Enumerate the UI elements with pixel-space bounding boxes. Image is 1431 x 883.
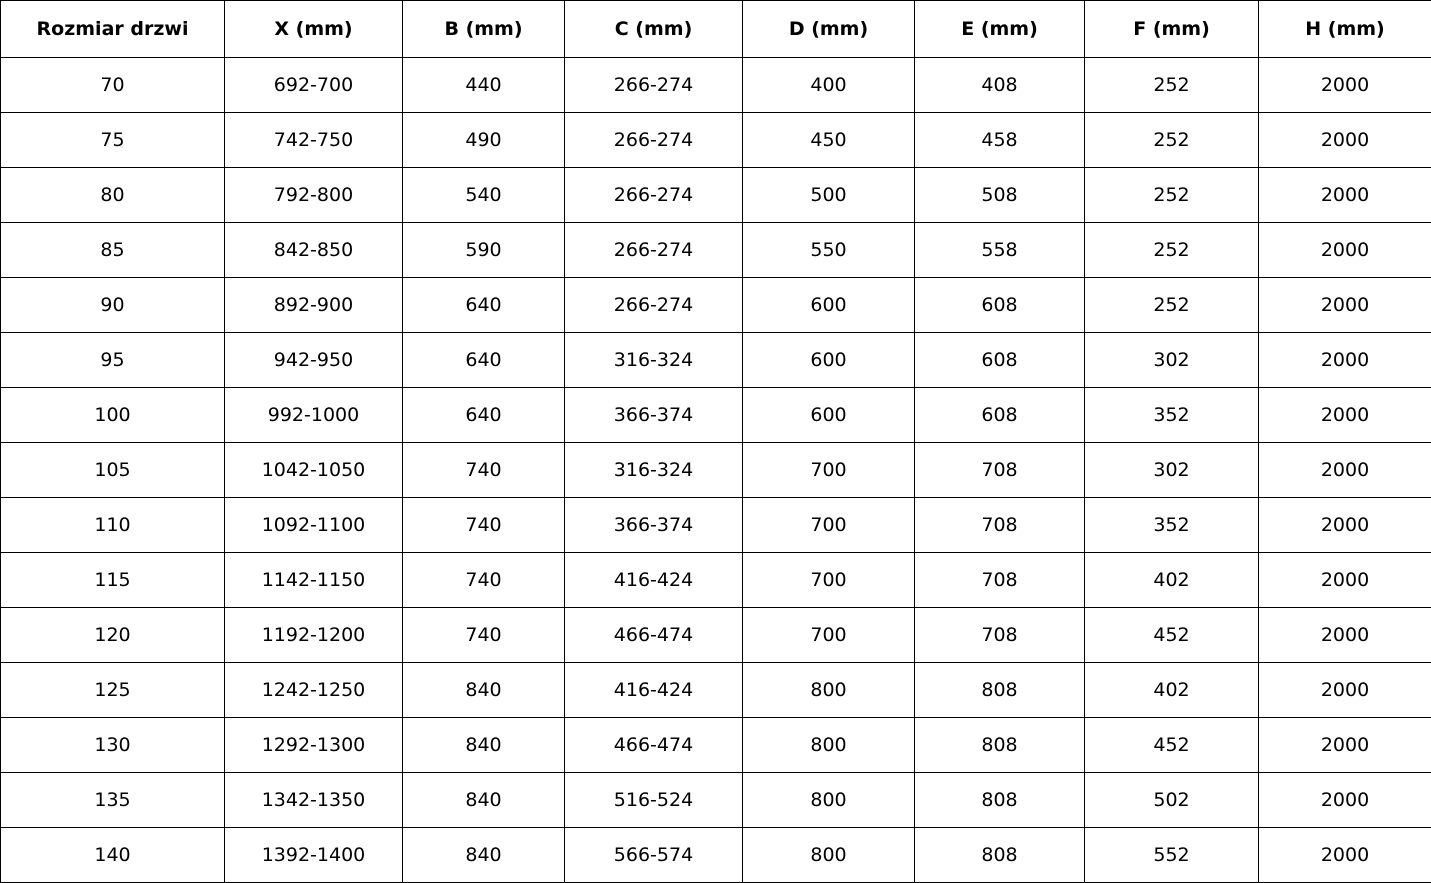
table-body: [1, 58, 1431, 883]
table-row: [1, 223, 1431, 278]
cell-x: 1042-1050: [225, 443, 403, 498]
cell-d: 700: [743, 498, 915, 553]
cell-d: 400: [743, 58, 915, 113]
cell-door-size: 75: [1, 113, 225, 168]
cell-x: 942-950: [225, 333, 403, 388]
cell-door-size: 85: [1, 223, 225, 278]
cell-x: 692-700: [225, 58, 403, 113]
cell-h: 2000: [1259, 113, 1431, 168]
cell-b: 640: [403, 278, 565, 333]
cell-b: 540: [403, 168, 565, 223]
column-header-door-size: Rozmiar drzwi: [1, 1, 225, 58]
cell-x: 842-850: [225, 223, 403, 278]
cell-d: 800: [743, 663, 915, 718]
table-row: [1, 553, 1431, 608]
cell-c: 466-474: [565, 608, 743, 663]
column-header-e: E (mm): [915, 1, 1085, 58]
cell-b: 740: [403, 553, 565, 608]
table-row: [1, 278, 1431, 333]
cell-d: 600: [743, 333, 915, 388]
column-header-b: B (mm): [403, 1, 565, 58]
cell-f: 252: [1085, 278, 1259, 333]
cell-h: 2000: [1259, 333, 1431, 388]
table-row: [1, 828, 1431, 883]
column-header-c: C (mm): [565, 1, 743, 58]
cell-h: 2000: [1259, 498, 1431, 553]
cell-b: 740: [403, 498, 565, 553]
cell-d: 800: [743, 828, 915, 883]
cell-f: 452: [1085, 608, 1259, 663]
cell-c: 566-574: [565, 828, 743, 883]
cell-e: 608: [915, 388, 1085, 443]
cell-e: 408: [915, 58, 1085, 113]
cell-h: 2000: [1259, 223, 1431, 278]
table-header-row: [1, 1, 1431, 58]
cell-door-size: 115: [1, 553, 225, 608]
cell-e: 508: [915, 168, 1085, 223]
cell-c: 366-374: [565, 498, 743, 553]
cell-d: 700: [743, 608, 915, 663]
cell-door-size: 110: [1, 498, 225, 553]
cell-f: 502: [1085, 773, 1259, 828]
cell-x: 792-800: [225, 168, 403, 223]
column-header-d: D (mm): [743, 1, 915, 58]
cell-c: 366-374: [565, 388, 743, 443]
cell-x: 1192-1200: [225, 608, 403, 663]
cell-b: 640: [403, 333, 565, 388]
cell-f: 252: [1085, 58, 1259, 113]
cell-d: 700: [743, 553, 915, 608]
cell-h: 2000: [1259, 388, 1431, 443]
table-row: [1, 333, 1431, 388]
cell-x: 742-750: [225, 113, 403, 168]
cell-d: 600: [743, 278, 915, 333]
cell-f: 252: [1085, 113, 1259, 168]
cell-f: 302: [1085, 333, 1259, 388]
table-row: [1, 718, 1431, 773]
cell-e: 458: [915, 113, 1085, 168]
cell-f: 452: [1085, 718, 1259, 773]
cell-f: 252: [1085, 223, 1259, 278]
cell-c: 266-274: [565, 223, 743, 278]
cell-door-size: 80: [1, 168, 225, 223]
cell-f: 402: [1085, 553, 1259, 608]
column-header-f: F (mm): [1085, 1, 1259, 58]
table-row: [1, 388, 1431, 443]
cell-h: 2000: [1259, 278, 1431, 333]
table-row: [1, 113, 1431, 168]
cell-h: 2000: [1259, 553, 1431, 608]
cell-door-size: 100: [1, 388, 225, 443]
cell-d: 700: [743, 443, 915, 498]
cell-e: 708: [915, 498, 1085, 553]
cell-h: 2000: [1259, 608, 1431, 663]
cell-f: 352: [1085, 498, 1259, 553]
cell-x: 892-900: [225, 278, 403, 333]
table-row: [1, 498, 1431, 553]
cell-f: 552: [1085, 828, 1259, 883]
cell-c: 266-274: [565, 168, 743, 223]
table-row: [1, 58, 1431, 113]
cell-door-size: 135: [1, 773, 225, 828]
cell-e: 808: [915, 773, 1085, 828]
cell-b: 840: [403, 718, 565, 773]
cell-x: 1242-1250: [225, 663, 403, 718]
cell-x: 1142-1150: [225, 553, 403, 608]
cell-x: 1342-1350: [225, 773, 403, 828]
cell-x: 1392-1400: [225, 828, 403, 883]
cell-door-size: 90: [1, 278, 225, 333]
table-row: [1, 773, 1431, 828]
cell-door-size: 70: [1, 58, 225, 113]
cell-h: 2000: [1259, 663, 1431, 718]
cell-e: 808: [915, 718, 1085, 773]
cell-f: 252: [1085, 168, 1259, 223]
cell-h: 2000: [1259, 168, 1431, 223]
cell-c: 266-274: [565, 113, 743, 168]
cell-door-size: 125: [1, 663, 225, 718]
cell-e: 608: [915, 333, 1085, 388]
cell-c: 466-474: [565, 718, 743, 773]
cell-c: 266-274: [565, 278, 743, 333]
cell-x: 1292-1300: [225, 718, 403, 773]
table-row: [1, 663, 1431, 718]
column-header-x: X (mm): [225, 1, 403, 58]
cell-door-size: 105: [1, 443, 225, 498]
cell-f: 402: [1085, 663, 1259, 718]
cell-d: 800: [743, 718, 915, 773]
cell-h: 2000: [1259, 773, 1431, 828]
cell-x: 992-1000: [225, 388, 403, 443]
cell-d: 550: [743, 223, 915, 278]
cell-door-size: 140: [1, 828, 225, 883]
cell-c: 416-424: [565, 663, 743, 718]
table-row: [1, 443, 1431, 498]
cell-door-size: 120: [1, 608, 225, 663]
cell-b: 490: [403, 113, 565, 168]
cell-h: 2000: [1259, 828, 1431, 883]
cell-b: 640: [403, 388, 565, 443]
cell-e: 808: [915, 663, 1085, 718]
cell-c: 516-524: [565, 773, 743, 828]
cell-f: 352: [1085, 388, 1259, 443]
cell-door-size: 130: [1, 718, 225, 773]
cell-d: 500: [743, 168, 915, 223]
table-row: [1, 608, 1431, 663]
cell-c: 316-324: [565, 443, 743, 498]
cell-b: 840: [403, 828, 565, 883]
cell-door-size: 95: [1, 333, 225, 388]
cell-x: 1092-1100: [225, 498, 403, 553]
cell-d: 800: [743, 773, 915, 828]
cell-c: 266-274: [565, 58, 743, 113]
cell-b: 440: [403, 58, 565, 113]
cell-b: 740: [403, 443, 565, 498]
cell-e: 708: [915, 553, 1085, 608]
cell-b: 740: [403, 608, 565, 663]
table-row: [1, 168, 1431, 223]
column-header-h: H (mm): [1259, 1, 1431, 58]
cell-h: 2000: [1259, 443, 1431, 498]
cell-e: 808: [915, 828, 1085, 883]
cell-c: 316-324: [565, 333, 743, 388]
cell-h: 2000: [1259, 58, 1431, 113]
cell-f: 302: [1085, 443, 1259, 498]
cell-d: 600: [743, 388, 915, 443]
cell-b: 840: [403, 663, 565, 718]
cell-e: 608: [915, 278, 1085, 333]
cell-b: 840: [403, 773, 565, 828]
cell-h: 2000: [1259, 718, 1431, 773]
cell-e: 708: [915, 608, 1085, 663]
cell-e: 558: [915, 223, 1085, 278]
cell-e: 708: [915, 443, 1085, 498]
cell-c: 416-424: [565, 553, 743, 608]
cell-d: 450: [743, 113, 915, 168]
cell-b: 590: [403, 223, 565, 278]
